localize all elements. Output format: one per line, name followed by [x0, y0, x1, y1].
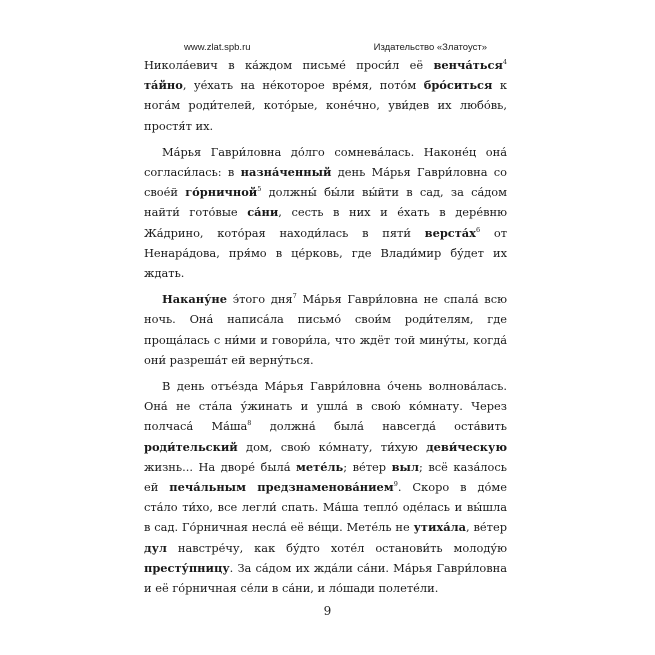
- paragraph: [144, 289, 507, 370]
- footnote-marker: 9: [393, 480, 398, 489]
- text-run: Никола́евич в ка́ждом письме́ проси́л её: [144, 58, 434, 72]
- glossary-term: роди́тельский: [144, 439, 238, 454]
- text-run: должны́ бы́ли вы́йти в сад, за са́дом найти́ гото́вые: [144, 185, 507, 220]
- paragraph: [144, 55, 507, 136]
- paragraph: [144, 376, 507, 598]
- text-run: Ма́рья Гаври́ловна не спала́ всю ночь. Она́ написа́ла письмо́ свои́м роди́телям, где проща́лась с ни́ми и говори́ла, что ждёт той мину́ты, когда́ они́ разреша́т ей верну́ться.: [144, 292, 507, 367]
- text-run: Ма́рья Гаври́ловна до́лго сомнева́лась. Наконе́ц она́ согласи́лась: в: [144, 144, 507, 180]
- glossary-term: го́рничной: [185, 185, 258, 200]
- glossary-term: печа́льным предзнаменова́нием: [169, 480, 394, 495]
- text-run: . За са́дом их жда́ли са́ни. Ма́рья Гаври́ловна и её го́рничная се́ли в са́ни, и ло́шади полете́ли.: [144, 560, 507, 596]
- footnote-marker: 4: [502, 58, 507, 67]
- header-website: www.zlat.spb.ru: [184, 42, 251, 53]
- glossary-term: Накану́не: [162, 292, 227, 307]
- glossary-term: утиха́ла: [413, 520, 466, 535]
- glossary-term: престу́пницу: [144, 560, 230, 575]
- glossary-term: назна́ченный: [240, 165, 332, 180]
- glossary-term: мете́ль: [296, 459, 344, 474]
- text-run: дом, свою́ ко́мнату, ти́хую: [237, 439, 427, 454]
- text-run: ; всё каза́лось ей: [144, 459, 507, 495]
- page-number: 9: [323, 604, 332, 618]
- glossary-term: бро́ситься: [423, 78, 493, 93]
- glossary-term: деви́ческую: [426, 439, 507, 454]
- footnote-marker: 5: [257, 185, 262, 194]
- text-run: день Ма́рья Гаври́ловна со свое́й: [144, 165, 508, 200]
- text-run: , сесть в них и е́хать в дере́вню Жа́дрино, кото́рая находи́лась в пяти́: [144, 205, 507, 240]
- glossary-term: верста́х: [424, 225, 476, 240]
- text-run: навстре́чу, как бу́дто хоте́л останови́ть молоду́ю: [166, 540, 507, 555]
- footnote-marker: 8: [247, 419, 252, 428]
- glossary-term: венча́ться: [433, 58, 503, 72]
- glossary-term: выл: [391, 459, 419, 474]
- text-run: к нога́м роди́телей, кото́рые, коне́чно, уви́дев их любо́вь, простя́т их.: [144, 78, 507, 133]
- body-text: [144, 55, 507, 604]
- text-run: , ве́тер: [466, 520, 507, 535]
- paragraph: [144, 142, 507, 283]
- text-run: В день отъе́зда Ма́рья Гаври́ловна о́чень волнова́лась. Она́ не ста́ла у́жинать и ушла́ в свою́ ко́мнату. Через полчаса́ Ма́ша: [144, 379, 507, 434]
- header-publisher: Издательство «Златоуст»: [373, 42, 487, 53]
- text-run: э́того дня: [226, 292, 293, 307]
- footnote-marker: 6: [475, 225, 481, 234]
- glossary-term: та́йно: [144, 78, 183, 93]
- glossary-term: дул: [144, 540, 167, 555]
- text-run: от Ненара́дова, пря́мо в це́рковь, где Влади́мир бу́дет их ждать.: [144, 225, 507, 281]
- text-run: , уе́хать на не́которое вре́мя, пото́м: [182, 78, 424, 93]
- running-header: [144, 42, 507, 56]
- text-run: . Скоро в до́ме ста́ло ти́хо, все легли́ спать. Ма́ша тепло́ оде́лась и вы́шла в сад. Го́рничная несла́ её ве́щи. Мете́ль не: [144, 480, 507, 535]
- text-run: должна́ была́ навсегда́ оста́вить: [251, 419, 507, 434]
- footnote-marker: 7: [292, 292, 297, 301]
- text-run: жизнь... На дворе́ была́: [144, 459, 297, 474]
- glossary-term: са́ни: [247, 205, 279, 220]
- text-run: ; ве́тер: [343, 459, 392, 474]
